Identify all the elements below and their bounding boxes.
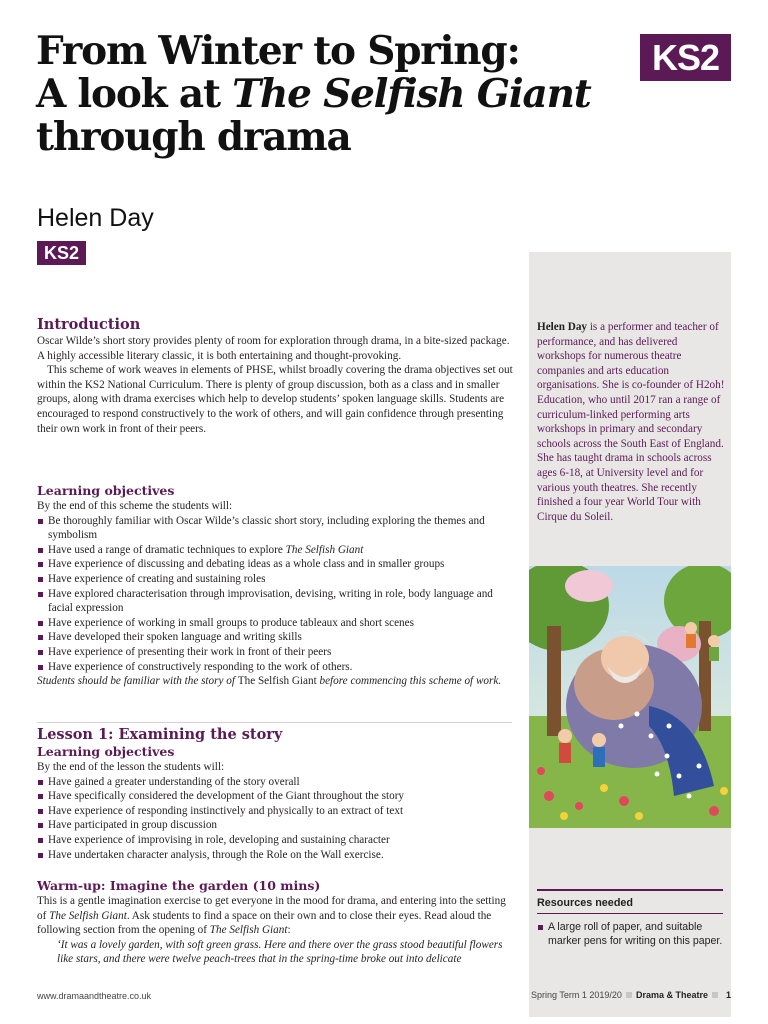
author-bio <box>537 320 727 524</box>
objectives-note: Students should be familiar with the story of The Selfish Giant before commencing this scheme of work. <box>37 675 502 688</box>
lesson-1-subheading: Learning objectives <box>37 744 175 759</box>
author-name: Helen Day <box>37 204 154 232</box>
list-item: Have undertaken character analysis, through the Role on the Wall exercise. <box>37 848 513 863</box>
objectives-heading: Learning objectives <box>37 483 175 498</box>
resources-heading: Resources needed <box>537 896 723 914</box>
list-item: Have used a range of dramatic techniques to explore The Selfish Giant <box>37 543 513 558</box>
list-item: Have explored characterisation through improvisation, devising, writing in role, body language and facial expression <box>37 587 513 616</box>
title-line-2: A look at The Selfish Giant <box>36 71 591 117</box>
list-item: Have gained a greater understanding of the story overall <box>37 775 513 790</box>
introduction-heading: Introduction <box>37 316 141 333</box>
warm-up-quote: ‘It was a lovely garden, with soft green grass. Here and there over the grass stood beautiful flowers like stars, and there were twelve peach-trees that in the spring-time broke out into delicate <box>57 938 503 966</box>
lesson-1-intro: By the end of the lesson the students will: <box>37 761 225 773</box>
list-item: Have specifically considered the development of the Giant throughout the story <box>37 789 513 804</box>
list-item: Have experience of constructively responding to the work of others. <box>37 660 513 675</box>
footer-separator <box>626 992 632 998</box>
introduction-paragraph-1: Oscar Wilde’s short story provides plenty of room for exploration through drama, in a bite-sized package. A highly accessible literary classic, it is both entertaining and thought-provoking. <box>37 335 510 362</box>
footer-info <box>531 990 731 1000</box>
illustration-art <box>529 566 731 828</box>
objectives-section <box>37 483 513 689</box>
footer-separator <box>712 992 718 998</box>
list-item: Have experience of improvising in role, developing and sustaining character <box>37 833 513 848</box>
list-item: Have participated in group discussion <box>37 818 513 833</box>
lesson-1-heading: Lesson 1: Examining the story <box>37 726 283 743</box>
list-item: Have experience of creating and sustaining roles <box>37 572 513 587</box>
footer-website-link[interactable]: www.dramaandtheatre.co.uk <box>37 991 152 1001</box>
lesson-1-section <box>37 726 513 862</box>
objectives-intro: By the end of this scheme the students will: <box>37 500 233 512</box>
list-item: Have experience of discussing and debating ideas as a whole class and in smaller groups <box>37 557 513 572</box>
bio-text: is a performer and teacher of performance, and has delivered workshops for numerous theatre companies and arts education organisations. She is co-founder of H2oh! Education, who until 2017 ran a range of curriculum-linked performing arts workshops in primary and secondary schools across the South East of England. She has taught drama in schools across ages 6-18, at University level and for various youth theatres. She recently finished a four year World Tour with Cirque du Soleil. <box>537 321 725 523</box>
list-item: Have experience of presenting their work in front of their peers <box>37 645 513 660</box>
author-key-stage-badge: KS2 <box>37 241 86 265</box>
objectives-list <box>37 514 513 675</box>
footer-term: Spring Term 1 2019/20 <box>531 990 622 1000</box>
key-stage-badge: KS2 <box>640 34 731 81</box>
footer-magazine: Drama & Theatre <box>635 990 708 1000</box>
lesson-1-objectives-list <box>37 775 513 863</box>
list-item: Have experience of responding instinctively and physically to an extract of text <box>37 804 513 819</box>
selfish-giant-illustration <box>529 566 731 828</box>
page-number: 1 <box>725 990 731 1000</box>
title-line-1: From Winter to Spring: <box>36 28 520 74</box>
resources-box <box>537 889 723 948</box>
warm-up-section <box>37 878 513 967</box>
list-item: Have developed their spoken language and writing skills <box>37 630 513 645</box>
title-line-3: through drama <box>36 114 351 160</box>
list-item: A large roll of paper, and suitable marker pens for writing on this paper. <box>537 920 723 948</box>
section-divider <box>37 722 512 723</box>
introduction-section <box>37 316 513 436</box>
article-title <box>36 30 626 159</box>
list-item: Have experience of working in small groups to produce tableaux and short scenes <box>37 616 513 631</box>
warm-up-heading: Warm-up: Imagine the garden (10 mins) <box>37 878 321 893</box>
list-item: Be thoroughly familiar with Oscar Wilde’s classic short story, including exploring the themes and symbolism <box>37 514 513 543</box>
warm-up-paragraph: This is a gentle imagination exercise to get everyone in the mood for drama, and entering into the setting of The Selfish Giant. Ask students to find a space on their own and to close their eyes. Read aloud the following section from the opening of The Selfish Giant: <box>37 895 506 937</box>
bio-name: Helen Day <box>537 321 588 333</box>
introduction-paragraph-2: This scheme of work weaves in elements of PHSE, whilst broadly covering the drama objectives set out within the KS2 National Curriculum. There is plenty of group discussion, both as a class and in smaller groups, along with drama exercises which help to develop students’ spoken language skills. Students are encouraged to respond constructively to the work of others, and will gain confidence through presenting their own work in front of their peers. <box>37 364 513 435</box>
resources-list <box>537 920 723 948</box>
